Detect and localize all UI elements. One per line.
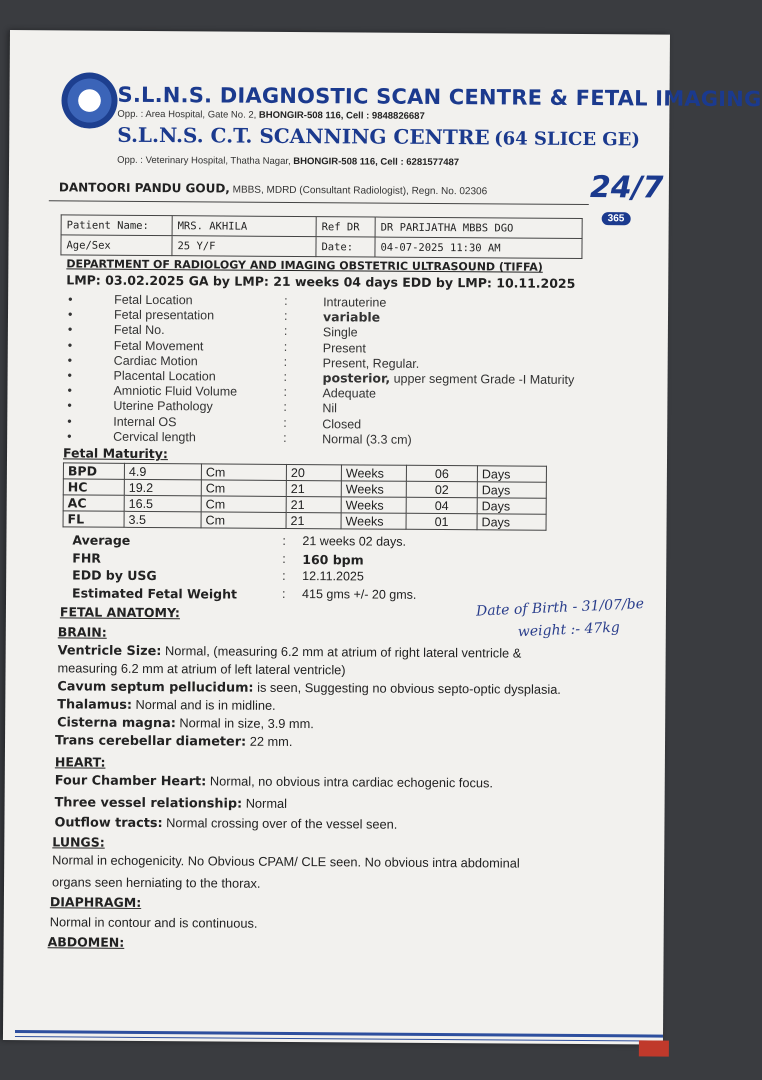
department-heading: DEPARTMENT OF RADIOLOGY AND IMAGING OBSTETRIC ULTRASOUND (TIFFA) <box>66 257 543 274</box>
brain-cisterna: Cisterna magna: Normal in size, 3.9 mm. <box>57 715 314 732</box>
heart-four-chamber: Four Chamber Heart: Normal, no obvious intra cardiac echogenic focus. <box>54 773 494 791</box>
handwritten-dob: Date of Birth - 31/07/be <box>475 596 645 620</box>
finding-label: Fetal Location <box>114 292 193 308</box>
open-247-badge: 24/7 365 <box>589 170 664 225</box>
maturity-cell-v: 4.9 <box>124 463 201 480</box>
summary-colon: : <box>282 568 286 583</box>
maturity-cell-v: 3.5 <box>124 511 201 528</box>
finding-colon: : <box>283 369 288 384</box>
maturity-cell-u: Cm <box>201 480 286 497</box>
finding-label: Amniotic Fluid Volume <box>113 383 238 399</box>
maturity-cell-d: 06 <box>406 465 477 481</box>
maturity-cell-p: AC <box>63 495 124 511</box>
heart-three-vessel: Three vessel relationship: Normal <box>54 795 288 812</box>
finding-label: Fetal presentation <box>113 307 215 323</box>
finding-colon: : <box>283 339 288 354</box>
patient-info-table <box>60 214 582 259</box>
maturity-cell-u: Cm <box>201 512 286 529</box>
maturity-cell-w: 21 <box>286 512 341 528</box>
summary-colon: : <box>282 533 286 548</box>
lungs-text-cont: organs seen herniating to the thorax. <box>52 874 261 891</box>
bullet-icon: • <box>67 429 72 444</box>
finding-value: Normal (3.3 cm) <box>322 431 412 447</box>
maturity-cell-dl: Days <box>477 514 546 530</box>
ct-centre-address: Opp. : Veterinary Hospital, Thatha Nagar, BHONGIR-508 116, Cell : 6281577487 <box>117 154 460 169</box>
bullet-icon: • <box>67 353 73 368</box>
fetal-maturity-table <box>63 462 547 530</box>
doctor-line: DANTOORI PANDU GOUD, MBBS, MDRD (Consultant Radiologist), Regn. No. 02306 <box>58 180 488 198</box>
finding-colon: : <box>283 430 287 445</box>
finding-value: Present <box>322 340 366 356</box>
diaphragm-text: Normal in contour and is continuous. <box>49 914 258 931</box>
finding-value: posterior, upper segment Grade -I Maturity <box>322 370 575 387</box>
ct-centre-title: S.L.N.S. C.T. SCANNING CENTRE (64 SLICE GE) <box>117 122 641 151</box>
maturity-cell-w: 20 <box>286 464 341 480</box>
lungs-text: Normal in echogenicity. No Obvious CPAM/ CLE seen. No obvious intra abdominal <box>52 852 520 871</box>
centre-address: Opp. : Area Hospital, Gate No. 2, BHONGIR-508 116, Cell : 9848826687 <box>117 108 425 122</box>
finding-value: Nil <box>322 401 338 416</box>
patient-name: MRS. AKHILA <box>172 216 316 237</box>
maturity-cell-wl: Weeks <box>341 497 406 513</box>
footer-accent <box>639 1040 669 1056</box>
summary-label: EDD by USG <box>72 567 157 584</box>
bullet-icon: • <box>67 414 72 429</box>
report-page <box>3 30 762 1045</box>
finding-label: Fetal No. <box>113 323 165 338</box>
bullet-icon: • <box>67 383 72 398</box>
summary-value: 21 weeks 02 days. <box>302 534 407 549</box>
maturity-cell-wl: Weeks <box>341 481 406 497</box>
maturity-cell-v: 19.2 <box>124 479 201 496</box>
finding-label: Placental Location <box>113 368 216 384</box>
maturity-cell-d: 02 <box>406 481 477 497</box>
bullet-icon: • <box>67 307 73 322</box>
heart-heading: HEART: <box>54 754 106 770</box>
brain-ventricle: Ventricle Size: Normal, (measuring 6.2 mm at atrium of right lateral ventricle & <box>57 643 522 661</box>
summary-label: FHR <box>72 549 102 566</box>
maturity-cell-u: Cm <box>201 496 286 513</box>
finding-label: Uterine Pathology <box>113 399 213 414</box>
finding-value: variable <box>322 309 381 325</box>
maturity-cell-u: Cm <box>201 464 286 481</box>
bullet-icon: • <box>67 368 73 383</box>
age-sex: 25 Y/F <box>172 236 316 257</box>
maturity-cell-wl: Weeks <box>341 513 406 529</box>
maturity-cell-v: 16.5 <box>124 495 201 512</box>
report-date: 04-07-2025 11:30 AM <box>375 237 582 258</box>
maturity-cell-w: 21 <box>286 496 341 512</box>
finding-colon: : <box>283 324 288 339</box>
finding-colon: : <box>284 293 288 308</box>
age-sex-label: Age/Sex <box>61 235 172 256</box>
bullet-icon: • <box>68 292 73 307</box>
heart-outflow: Outflow tracts: Normal crossing over of the vessel seen. <box>54 815 398 832</box>
maturity-row <box>63 511 546 530</box>
maturity-cell-wl: Weeks <box>341 465 406 481</box>
centre-title: S.L.N.S. DIAGNOSTIC SCAN CENTRE & FETAL IMAGING <box>117 82 762 112</box>
finding-value: Closed <box>322 416 362 432</box>
centre-logo <box>61 72 117 128</box>
findings-list <box>67 292 628 447</box>
bullet-icon: • <box>67 338 73 353</box>
summary-colon: : <box>282 551 286 566</box>
finding-colon: : <box>283 415 287 430</box>
summary-value: 160 bpm <box>302 551 364 567</box>
summary-label: Average <box>72 532 131 548</box>
maturity-cell-dl: Days <box>477 466 546 482</box>
abdomen-heading: ABDOMEN: <box>47 934 125 950</box>
finding-colon: : <box>283 354 288 369</box>
finding-colon: : <box>283 385 288 400</box>
maturity-cell-p: HC <box>63 479 124 495</box>
finding-colon: : <box>283 400 287 415</box>
summary-block <box>60 532 620 602</box>
lungs-heading: LUNGS: <box>52 834 105 850</box>
summary-label: Estimated Fetal Weight <box>72 584 238 602</box>
finding-value: Intrauterine <box>323 295 387 310</box>
maturity-cell-w: 21 <box>286 480 341 496</box>
finding-label: Internal OS <box>113 414 177 429</box>
finding-label: Fetal Movement <box>113 338 204 353</box>
maturity-cell-d: 01 <box>406 513 477 529</box>
finding-value: Adequate <box>322 386 377 401</box>
fetal-maturity-heading: Fetal Maturity: <box>62 445 168 462</box>
ref-doctor: DR PARIJATHA MBBS DGO <box>375 217 582 238</box>
finding-label: Cardiac Motion <box>113 353 198 369</box>
finding-value: Single <box>322 325 358 340</box>
finding-value: Present, Regular. <box>322 355 420 371</box>
lmp-line: LMP: 03.02.2025 GA by LMP: 21 weeks 04 days EDD by LMP: 10.11.2025 <box>66 272 576 291</box>
maturity-cell-p: FL <box>63 511 124 527</box>
maturity-cell-dl: Days <box>477 498 546 514</box>
date-label: Date: <box>316 237 375 257</box>
maturity-cell-dl: Days <box>477 482 546 498</box>
finding-label: Cervical length <box>113 429 196 445</box>
fetal-anatomy-heading: FETAL ANATOMY: <box>59 604 181 621</box>
brain-heading: BRAIN: <box>57 624 107 640</box>
patient-name-label: Patient Name: <box>61 215 172 236</box>
brain-ventricle-cont: measuring 6.2 mm at atrium of left lateral ventricle) <box>57 660 346 678</box>
summary-value: 12.11.2025 <box>302 569 364 584</box>
bullet-icon: • <box>67 398 72 413</box>
bullet-icon: • <box>67 322 73 337</box>
summary-value: 415 gms +/- 20 gms. <box>302 586 417 602</box>
handwritten-weight: weight :- 47kg <box>517 619 621 641</box>
brain-thalamus: Thalamus: Normal and is in midline. <box>57 696 276 713</box>
summary-colon: : <box>282 586 286 601</box>
header-divider <box>49 200 589 205</box>
maturity-cell-d: 04 <box>406 497 477 513</box>
maturity-cell-p: BPD <box>63 463 124 479</box>
finding-colon: : <box>283 309 288 324</box>
diaphragm-heading: DIAPHRAGM: <box>49 894 142 910</box>
brain-cavum: Cavum septum pellucidum: is seen, Suggesting no obvious septo-optic dysplasia. <box>57 679 561 697</box>
ref-doctor-label: Ref DR <box>316 217 375 237</box>
brain-tcd: Trans cerebellar diameter: 22 mm. <box>54 733 293 750</box>
